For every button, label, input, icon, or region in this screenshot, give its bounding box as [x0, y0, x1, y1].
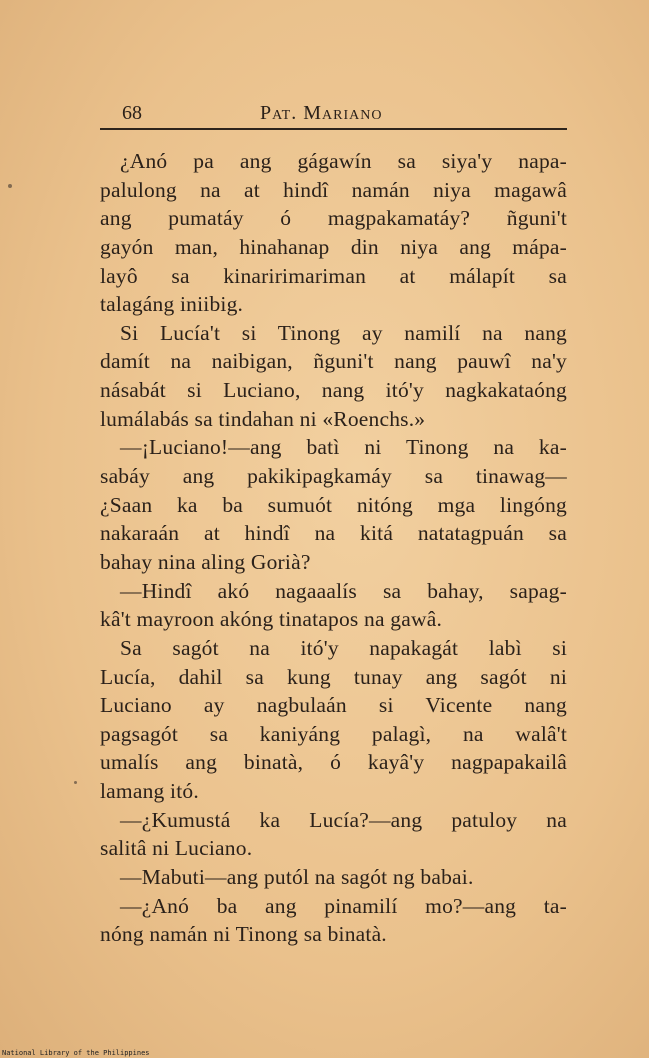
text-line: Luciano ay nagbulaán si Vicente nang — [100, 693, 567, 718]
text-line: nakaraán at hindî na kitá natatagpuán sa — [100, 521, 567, 546]
text-line: palulong na at hindî namán niya magawâ — [100, 177, 567, 202]
text-line: ¿Saan ka ba sumuót nitóng mga lingóng — [100, 492, 567, 517]
text-line: damít na naibigan, ñguni't nang pauwî na'y — [100, 349, 567, 374]
page-header — [100, 100, 567, 128]
text-line: násabát si Luciano, nang itó'y nagkakataóng — [100, 378, 567, 403]
text-line: Lucía, dahil sa kung tunay ang sagót ni — [100, 664, 567, 689]
text-line: Si Lucía't si Tinong ay namilí na nang — [120, 320, 567, 345]
running-head: Pat. Mariano — [260, 102, 383, 124]
text-line: talagáng iniibig. — [100, 292, 244, 317]
text-line: umalís ang binatà, ó kayâ'y nagpapakailâ — [100, 750, 567, 775]
body-text — [100, 147, 567, 949]
text-line: ang pumatáy ó magpakamatáy? ñguni't — [100, 206, 567, 231]
text-line: —¿Anó ba ang pinamilí mo?—ang ta- — [120, 893, 567, 918]
text-line: pagsagót sa kaniyáng palagì, na walâ't — [100, 721, 567, 746]
paper-speck — [74, 781, 77, 784]
text-line: sabáy ang pakikipagkamáy sa tinawag— — [100, 464, 567, 489]
text-line: salitâ ni Luciano. — [100, 836, 253, 861]
text-line: —¿Kumustá ka Lucía?—ang patuloy na — [120, 807, 567, 832]
header-rule — [100, 128, 567, 130]
text-line: —¡Luciano!—ang batì ni Tinong na ka- — [120, 435, 567, 460]
text-line: kâ't mayroon akóng tinatapos na gawâ. — [100, 607, 443, 632]
text-line: layô sa kinaririmariman at málapít sa — [100, 263, 567, 288]
text-line: lamang itó. — [100, 779, 199, 804]
text-line: bahay nina aling Gorià? — [100, 549, 311, 574]
paper-speck — [8, 184, 12, 188]
text-line: —Hindî akó nagaaalís sa bahay, sapag- — [120, 578, 567, 603]
text-line: —Mabuti—ang putól na sagót ng babai. — [120, 865, 474, 890]
text-line: gayón man, hinahanap din niya ang mápa- — [100, 234, 567, 259]
text-line: Sa sagót na itó'y napakagát labì si — [120, 635, 567, 660]
footer-credit: National Library of the Philippines — [2, 1049, 150, 1057]
text-line: nóng namán ni Tinong sa binatà. — [100, 922, 387, 947]
text-line: ¿Anó pa ang gágawín sa siya'y napa- — [120, 149, 567, 173]
text-line: lumálabás sa tindahan ni «Roenchs.» — [100, 406, 426, 431]
page-number: 68 — [122, 102, 142, 124]
